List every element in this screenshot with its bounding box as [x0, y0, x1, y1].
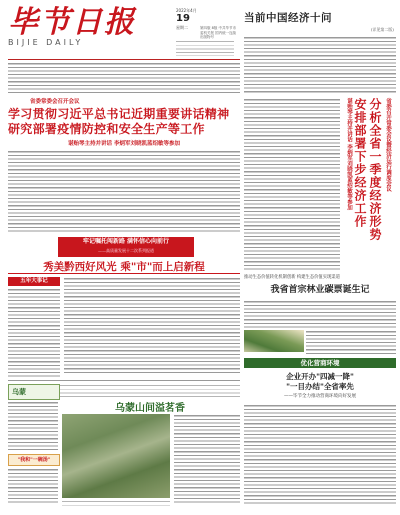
- section-box-label: 优化营商环境: [300, 359, 340, 367]
- lead-headline-2: 研究部署疫情防控和安全生产等工作: [8, 122, 205, 136]
- bottom-rule: [8, 380, 240, 381]
- top-right-headline: 当前中国经济十问: [244, 12, 332, 24]
- bottom-headline: 乌蒙山间溢茗香: [115, 403, 185, 414]
- lead-headline-1: 学习贯彻习近平总书记近期重要讲话精神: [8, 107, 230, 121]
- bottom-left-body-2: [8, 468, 58, 504]
- feature-body: [64, 277, 240, 375]
- masthead-rule: [8, 59, 240, 60]
- section-box: [244, 358, 396, 368]
- series-banner: [58, 237, 194, 257]
- issue-info: 第四版 8版 中共毕节市委机关报 国内统一连续出版物号: [200, 26, 237, 39]
- feature-headline: 秀美黔西好风光 乘"市"而上启新程: [43, 261, 205, 273]
- feature-rule: [8, 273, 240, 274]
- banner-line-1: 牢记嘱托闯新路 满怀信心向前行: [82, 238, 170, 245]
- vertical-kicker: 省委召开常委会议暨经济运行调度会议: [385, 98, 391, 192]
- right-mid-body: [306, 330, 396, 356]
- right-mid-kicker: 推动生态价值转化机制创新 构建生态价值实现渠道: [244, 275, 340, 280]
- right-bottom-headline-1: 企业开办"四减一降": [286, 372, 354, 381]
- sidebar-body: [8, 288, 60, 378]
- lead-story: [8, 97, 240, 147]
- vertical-subhead: 谌贻琴主持并讲话 李炳军刘晓凯蓝绍敏等参加: [346, 98, 352, 210]
- lead-body-top: [8, 62, 240, 94]
- vertical-story: [244, 96, 396, 272]
- lead-subhead: 谌贻琴主持并讲话 李炳军刘晓凯蓝绍敏等参加: [68, 141, 180, 147]
- weekday: 星期二: [176, 25, 188, 30]
- right-mid-body-top: [244, 300, 396, 328]
- right-bottom-headline-2: "一目办结"全省率先: [286, 382, 354, 391]
- newspaper-logo: 毕节日报: [8, 5, 136, 40]
- sidebar-label: 五年大事记: [8, 277, 60, 286]
- date-line: 2022年4月: [176, 8, 197, 13]
- banner-line-2: ——高质量发展十二次系列报道: [98, 248, 154, 253]
- bottom-intro: [60, 384, 240, 398]
- vertical-headline-1: 分析全省一季度经济形势: [368, 98, 382, 241]
- right-mid-headline: 我省首宗林业碳票诞生记: [270, 285, 370, 295]
- right-bottom-story: [244, 372, 396, 399]
- top-right-subline: (详见第二版): [370, 27, 394, 32]
- lead-kicker: 省委常委会召开会议: [30, 99, 80, 105]
- top-right-body: [244, 36, 396, 94]
- newspaper-logo-english: BIJIE DAILY: [8, 38, 84, 47]
- bottom-corner-tag: [8, 384, 60, 400]
- bottom-right-body: [174, 414, 240, 504]
- bottom-corner-tag-2: "我和"一碗汤": [8, 454, 60, 466]
- lead-body: [8, 150, 240, 234]
- photo-caption: [62, 500, 170, 506]
- right-bottom-body: [244, 404, 396, 504]
- masthead: [8, 5, 136, 50]
- corner-label: 乌蒙: [12, 387, 26, 396]
- vertical-body: [244, 98, 340, 270]
- vertical-headline-2: 安排部署下步经济工作: [353, 98, 367, 228]
- top-right-story: [244, 10, 394, 33]
- right-bottom-subline: ——毕节全力推动营商环境向好发展: [284, 394, 356, 399]
- right-mid-photo: [244, 330, 304, 352]
- tea-hill-photo: [62, 414, 170, 498]
- date-day: 19: [176, 13, 190, 24]
- masthead-fineprint: [176, 40, 234, 56]
- feature-story: [8, 259, 240, 274]
- bottom-story: [60, 399, 240, 414]
- bottom-left-body: [8, 401, 58, 451]
- right-mid-story: [244, 274, 396, 295]
